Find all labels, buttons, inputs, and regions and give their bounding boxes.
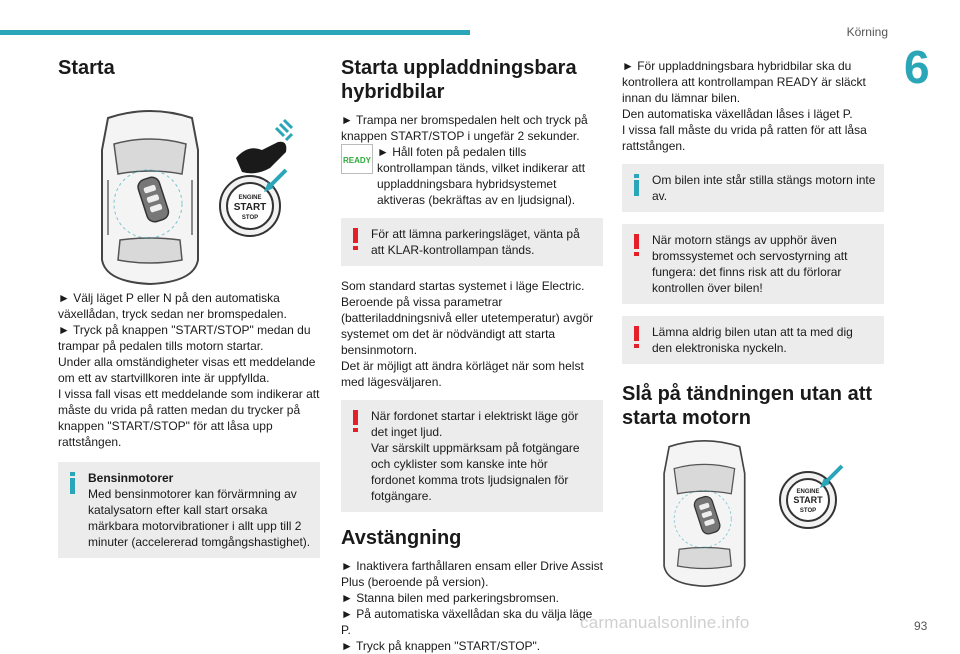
section-title-tandning: Slå på tändningen utan att starta motorn	[622, 383, 873, 429]
warning-text: För att lämna parkeringsläget, vänta på att KLAR-kontrollampan tänds.	[371, 227, 580, 257]
avstangning-steps: ► Inaktivera farthållaren ensam eller Drive Assist Plus (beroende på version). ► Stanna bilen med parkeringsbromsen. ► På automatiska växellådan ska du välja läge P. ► Tryck på knappen "START/STOP".	[341, 559, 603, 653]
warning-note-nyckel	[622, 316, 884, 364]
info-text: Om bilen inte står stilla stängs motorn inte av.	[652, 173, 876, 203]
illustration-start	[58, 88, 320, 284]
hybrid-paragraph-electric: Som standard startas systemet i läge Electric. Beroende på vissa parametrar (batteriladdningsnivå eller utetemperatur) avgör systemet om det är nödvändigt att starta bensinmotorn. Det är möjligt att ändra körläget när som helst med lägesväljaren.	[341, 279, 594, 389]
car-top-view-icon	[664, 441, 745, 586]
hybrid-step-2: ► Håll foten på pedalen tills kontrollampan tänds, vilket indikerar att uppladdningsbara hybridsystemet aktiveras (bekräftas av en ljudsignal).	[377, 145, 586, 207]
svg-text:START: START	[793, 495, 823, 505]
svg-text:STOP: STOP	[241, 215, 259, 221]
info-note-stillastaende	[622, 164, 884, 212]
engine-start-stop-button-icon	[220, 170, 286, 236]
section-title-avstangning: Avstängning	[341, 527, 462, 549]
car-key-illustration-2	[622, 440, 884, 590]
svg-text:READY: READY	[342, 156, 372, 165]
starta-instructions: ► Välj läget P eller N på den automatiska växellådan, tryck sedan ner bromspedalen. ► Tryck på knappen "START/STOP" medan du trampar på pedalen tills motorn startar. Under alla omständigheter visas ett meddelande om ett av startvillkoren inte är uppfyllda. I vissa fall visas ett meddelande som indikerar att måste du vrida på ratten medan du trycker på knappen "START/STOP" för att låsa upp rattstången.	[58, 291, 320, 449]
hybrid-step-1: ► Trampa ner bromspedalen helt och tryck på knappen START/STOP i ungefär 2 sekunder.	[341, 113, 588, 143]
warning-icon	[349, 410, 363, 434]
section-label: Körning	[846, 25, 888, 39]
warning-note-electric	[341, 400, 603, 512]
ready-line	[341, 144, 603, 208]
warning-icon	[630, 326, 644, 350]
ready-check-paragraph: ► För uppladdningsbara hybridbilar ska du kontrollera att kontrollampan READY är släckt innan du lämnar bilen. Den automatiska växellådan låses i läget P. I vissa fall måste du vrida på ratten för att låsa rattstången.	[622, 59, 867, 153]
svg-text:START: START	[233, 202, 267, 213]
column-starta	[58, 56, 320, 558]
warning-text: Lämna aldrig bilen utan att ta med dig den elektroniska nyckeln.	[652, 325, 853, 355]
column-right	[622, 56, 884, 590]
illustration-ignition	[622, 440, 884, 590]
engine-start-stop-button-icon	[780, 466, 842, 528]
svg-text:ENGINE: ENGINE	[796, 489, 820, 495]
page-number: 93	[914, 619, 928, 633]
section-title-starta: Starta	[58, 57, 115, 79]
car-key-illustration	[58, 88, 320, 284]
warning-icon	[630, 234, 644, 258]
info-icon	[66, 472, 80, 494]
ready-indicator-icon	[341, 144, 373, 174]
warning-text: När motorn stängs av upphör även bromssystemet och servostyrning att fungera: det finns risk att du förlorar kontrollen över bilen!	[652, 233, 848, 295]
svg-text:STOP: STOP	[799, 508, 817, 514]
section-title-hybrid: Starta uppladdningsbara hybridbilar	[341, 57, 577, 103]
chapter-number: 6	[904, 41, 930, 93]
info-icon	[630, 174, 644, 196]
note-text: Med bensinmotorer kan förvärmning av katalysatorn efter kall start orsaka märkbara motorvibrationer i allt upp till 2 minuter (accelererad tomgångshastighet).	[88, 487, 311, 549]
header-bar	[0, 30, 470, 35]
watermark: carmanualsonline.info	[580, 613, 750, 632]
warning-icon	[349, 228, 363, 252]
info-note-bensin	[58, 462, 320, 558]
svg-text:ENGINE: ENGINE	[238, 195, 262, 201]
note-title: Bensinmotorer	[88, 471, 174, 485]
warning-note-klar	[341, 218, 603, 266]
foot-brake-icon	[236, 120, 292, 173]
column-hybrid	[341, 56, 603, 654]
warning-note-bromssystem	[622, 224, 884, 304]
car-top-view-icon	[102, 111, 198, 284]
warning-text: När fordonet startar i elektriskt läge gör det inget ljud. Var särskilt uppmärksam på fotgängare och cyklister som kanske inte hör fordonet komma trots ljudsignalen för fotgängare.	[371, 409, 580, 503]
